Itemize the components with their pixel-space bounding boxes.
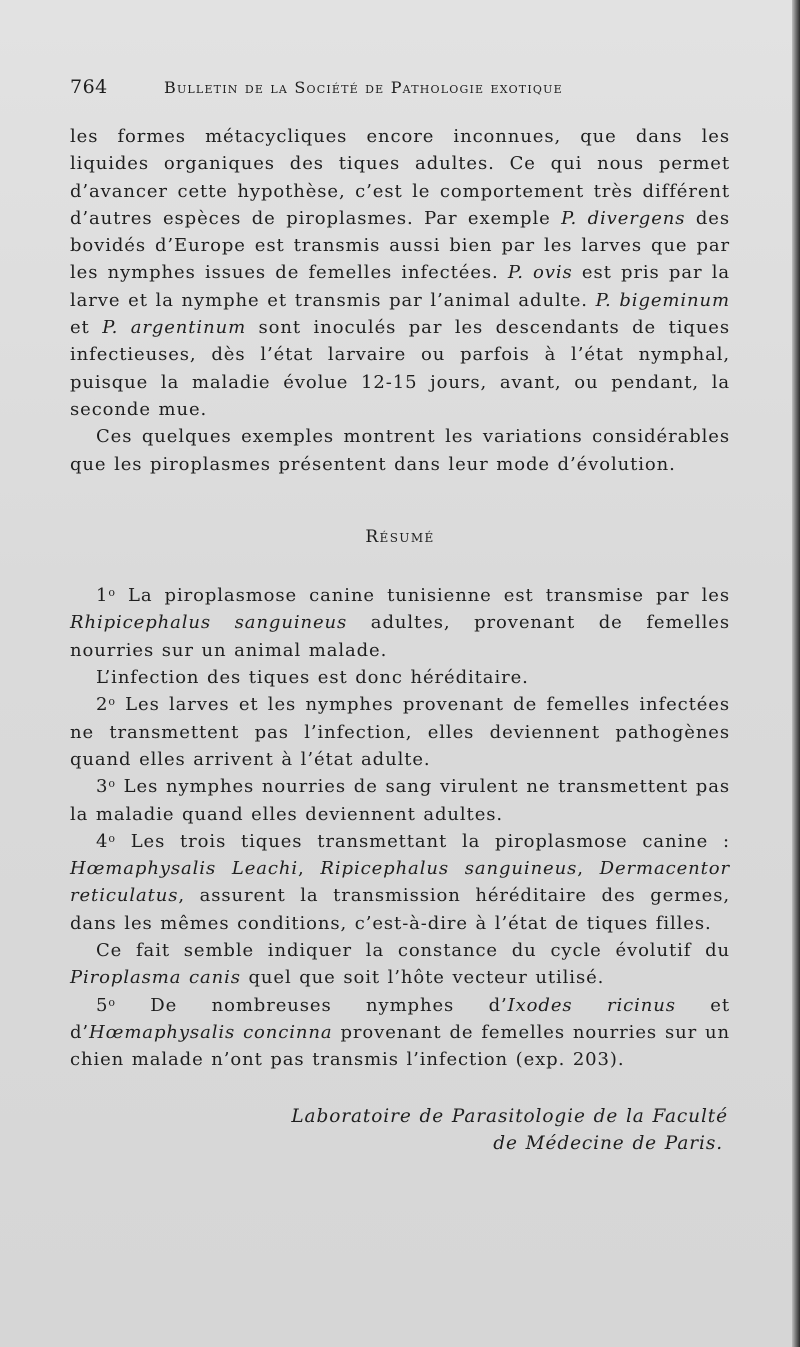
page-number: 764 [70, 76, 108, 98]
species-name: Hœmaphysalis concinna [89, 1021, 333, 1043]
page-edge-shadow [792, 0, 800, 1347]
species-name: Dermacentor reticulatus [70, 858, 731, 907]
resume-item-4-conclusion: Ce fait semble indiquer la constance du cycle évolutif du Piroplasma canis quel que soit l’hôte vecteur utilisé. [70, 940, 730, 989]
section-title-resume: Résumé [365, 526, 435, 547]
signature-line-1: Laboratoire de Parasitologie de la Faculté [291, 1105, 728, 1127]
species-name: Hœmaphysalis Leachi [70, 858, 299, 880]
species-name: P. bigeminum [595, 289, 730, 311]
laboratory-signature [70, 1103, 730, 1158]
spacer [70, 1074, 730, 1103]
species-name: P. argentinum [102, 317, 247, 339]
species-name: P. ovis [507, 262, 573, 284]
resume-item-3: 3$^o$ Les nymphes nourries de sang virulent ne transmettent pas la maladie quand elles deviennent adultes. [70, 776, 730, 825]
species-name: Rhipicephalus sanguineus [70, 612, 348, 634]
resume-item-1-conclusion: L’infection des tiques est donc héréditaire. [96, 667, 529, 689]
intro-paragraph-1: les formes métacycliques encore inconnues, que dans les liquides organiques des tiques adultes. Ce qui nous permet d’avancer cette hypothèse, c’est le comportement très différent d’autres espèces de piroplasmes. Par exemple P. divergens des bovidés d’Europe est transmis aussi bien par les larves que par les nymphes issues de femelles infectées. P. ovis est pris par la larve et la nymphe et transmis par l’animal adulte. P. bigeminum et P. argentinum sont inoculés par les descendants de tiques infectieuses, dès l’état larvaire ou parfois à l’état nymphal, puisque la maladie évolue 12-15 jours, avant, ou pendant, la seconde mue. [70, 126, 730, 420]
resume-item-2: 2$^o$ Les larves et les nymphes provenant de femelles infectées ne transmettent pas l’infection, elles deviennent pathogènes quand elles arrivent à l’état adulte. [70, 694, 730, 770]
page-header [70, 76, 730, 102]
resume-item-5: 5$^o$ De nombreuses nymphes d’Ixodes ricinus et d’Hœmaphysalis concinna provenant de femelles nourries sur un chien malade n’ont pas transmis l’infection (exp. 203). [70, 994, 730, 1071]
species-name: Ripicephalus sanguineus [320, 858, 578, 880]
species-name: Piroplasma canis [70, 967, 241, 989]
resume-item-1: 1$^o$ La piroplasmose canine tunisienne est transmise par les Rhipicephalus sanguineus adultes, provenant de femelles nourries sur un animal malade. [70, 585, 730, 661]
signature-line-2: de Médecine de Paris. [493, 1133, 723, 1154]
intro-paragraph-2: Ces quelques exemples montrent les variations considérables que les piroplasmes présentent dans leur mode d’évolution. [70, 426, 730, 475]
body-text [70, 123, 730, 1158]
running-title: Bulletin de la Société de Pathologie exotique [164, 78, 563, 97]
resume-item-4: 4$^o$ Les trois tiques transmettant la piroplasmose canine : Hœmaphysalis Leachi, Ripicephalus sanguineus, Dermacentor reticulatus, assurent la transmission héréditaire des germes, dans les mêmes conditions, c’est-à-dire à l’état de tiques filles. [70, 830, 731, 934]
species-name: P. divergens [561, 207, 686, 229]
species-name: Ixodes ricinus [507, 994, 676, 1016]
